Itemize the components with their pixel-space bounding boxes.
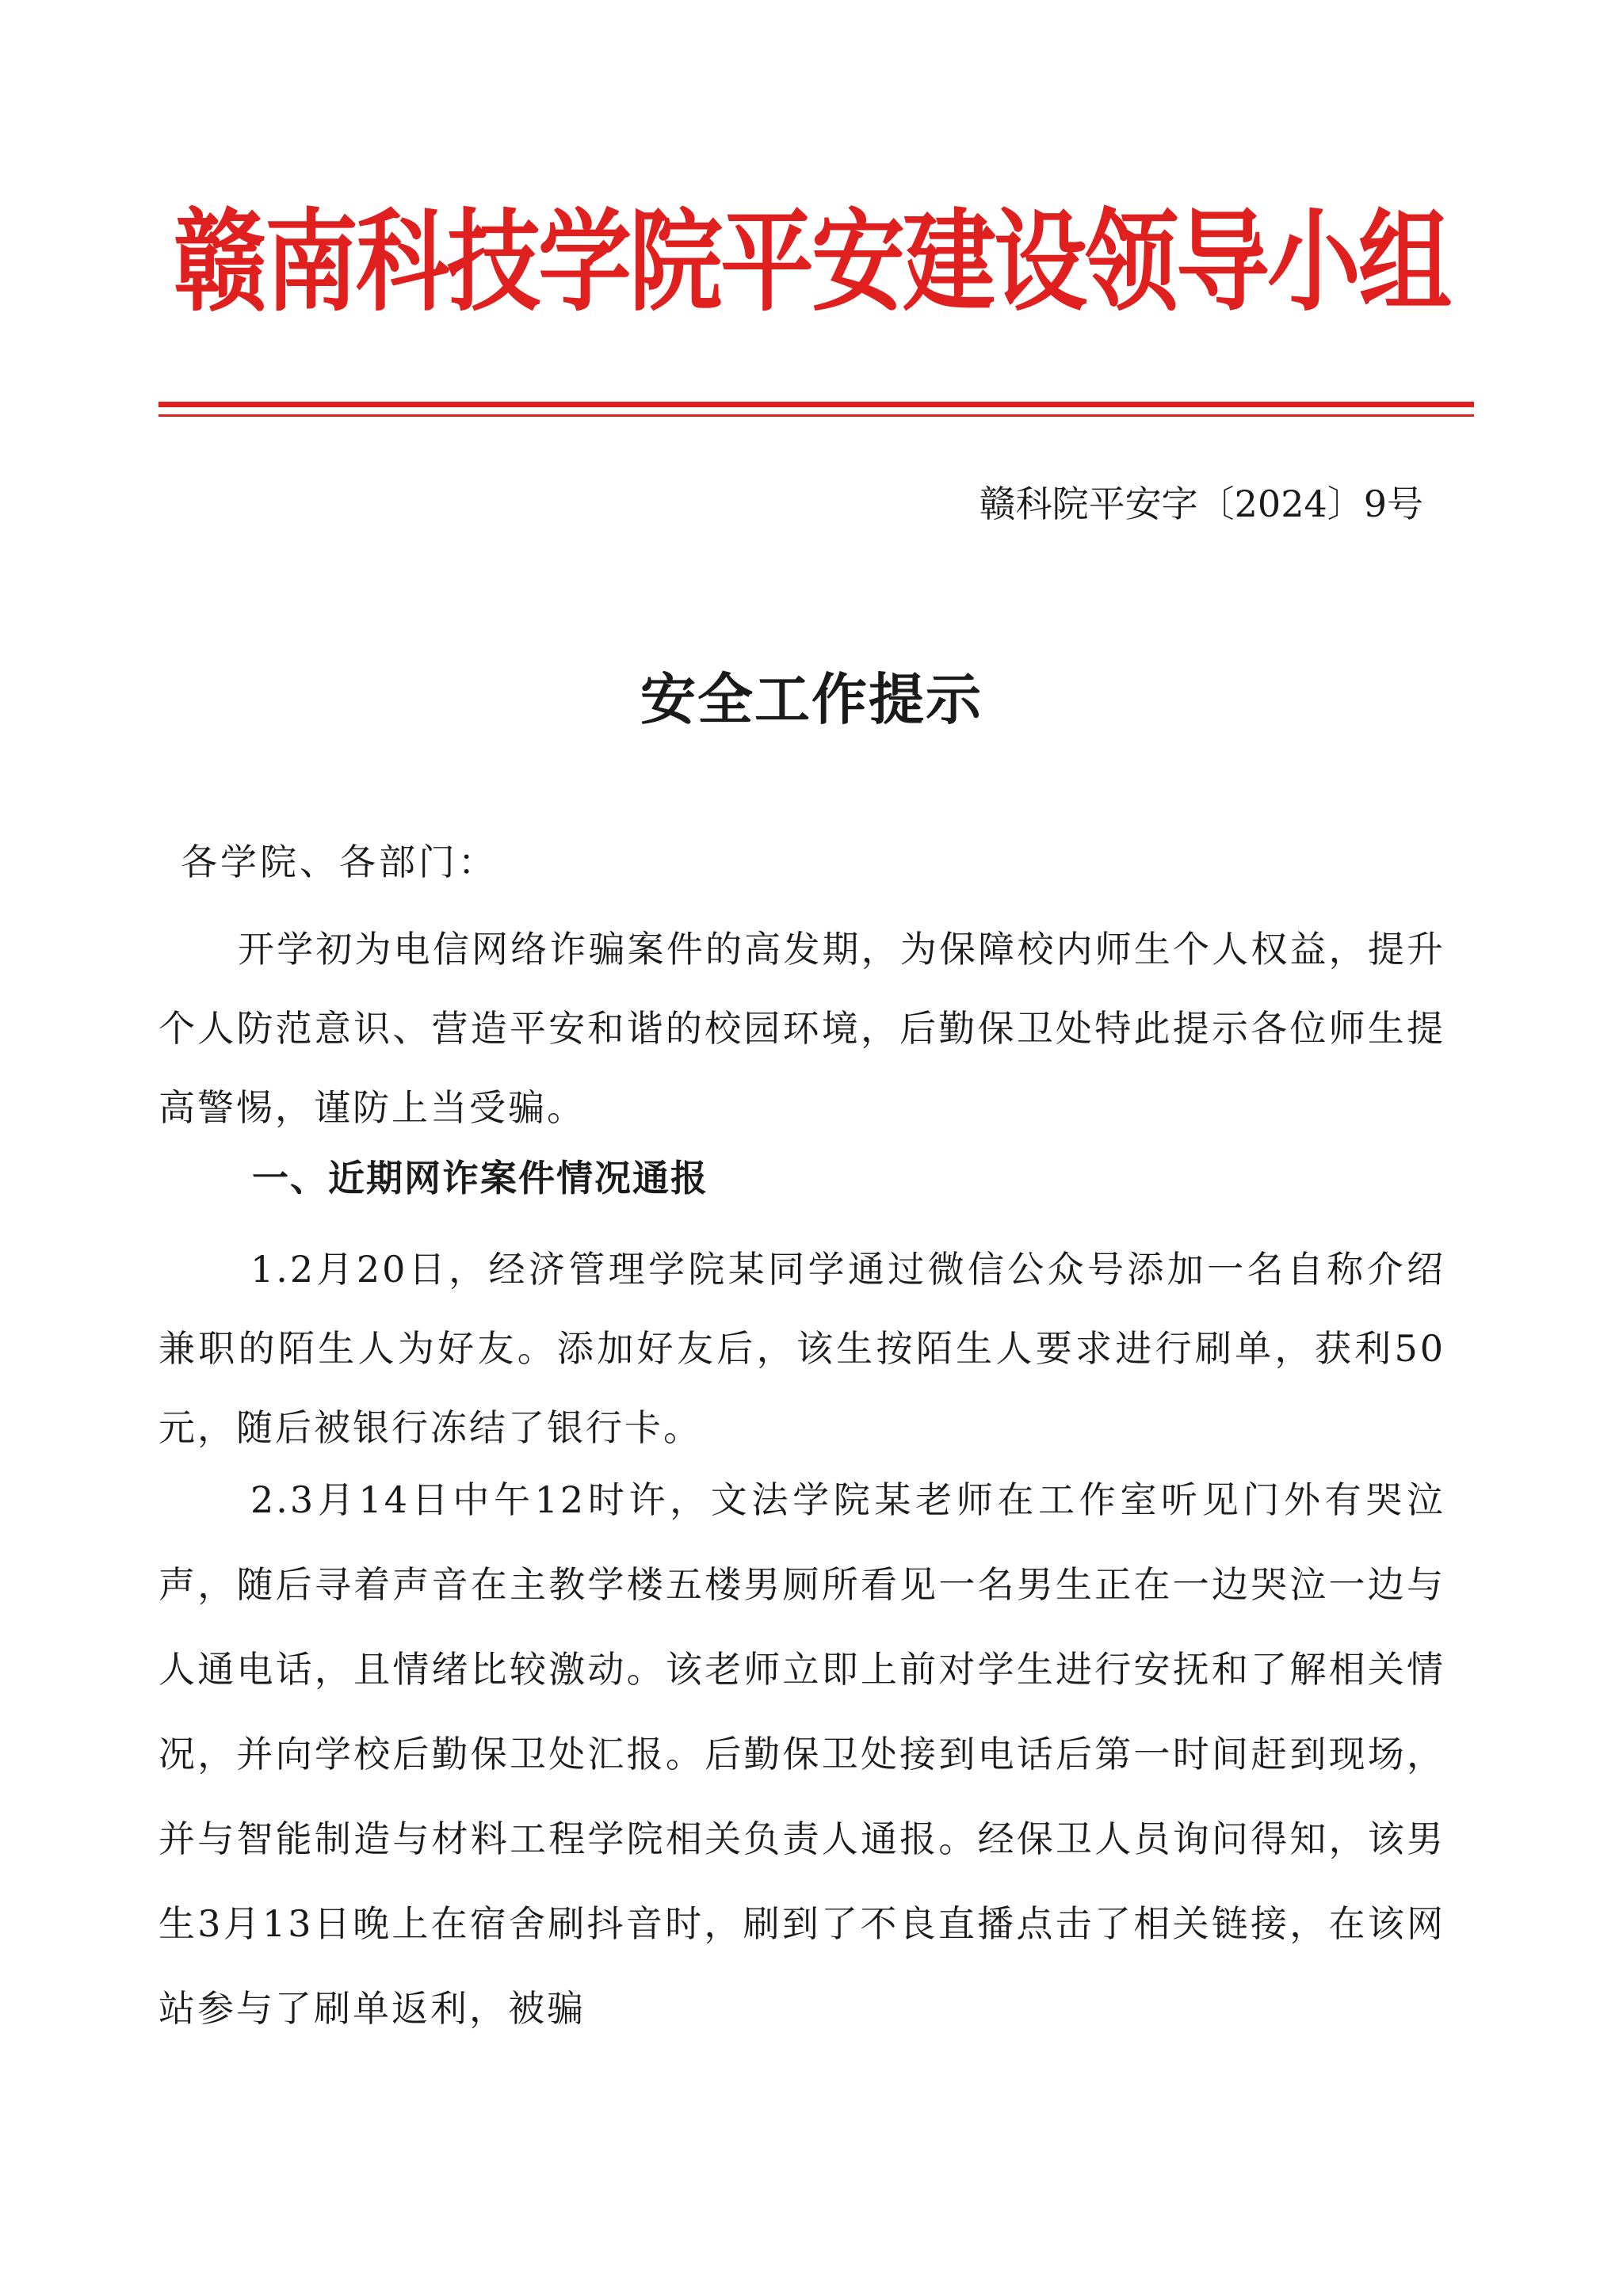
header-rule-thin [158,414,1474,417]
document-title: 安全工作提示 [640,666,983,732]
section-heading: 一、近期网诈案件情况通报 [252,1157,708,1199]
salutation: 各学院、各部门： [181,841,498,883]
org-header-title: 赣南科技学院平安建设领导小组 [173,197,1449,326]
document-number: 赣科院平安字〔2024〕9号 [979,482,1423,525]
header-rule-thick [158,402,1474,407]
case-2-paragraph: 2.3月14日中午12时许，文法学院某老师在工作室听见门外有哭泣声，随后寻着声音在主教学楼五楼男厕所看见一名男生正在一边哭泣一边与人通电话，且情绪比较激动。该老师立即上前对学生进行安抚和了解相关情况，并向学校后勤保卫处汇报。后勤保卫处接到电话后第一时间赶到现场，并与智能制造与材料工程学院相关负责人通报。经保卫人员询问得知，该男生3月13日晚上在宿舍刷抖音时，刷到了不良直播点击了相关链接，在该网站参与了刷单返利，被骗 [158,1478,1445,2030]
intro-paragraph: 开学初为电信网络诈骗案件的高发期，为保障校内师生个人权益，提升个人防范意识、营造平安和谐的校园环境，后勤保卫处特此提示各位师生提高警惕，谨防上当受骗。 [158,928,1445,1129]
case-1-paragraph: 1.2月20日，经济管理学院某同学通过微信公众号添加一名自称介绍兼职的陌生人为好友。添加好友后，该生按陌生人要求进行刷单，获利50元，随后被银行冻结了银行卡。 [158,1248,1445,1449]
